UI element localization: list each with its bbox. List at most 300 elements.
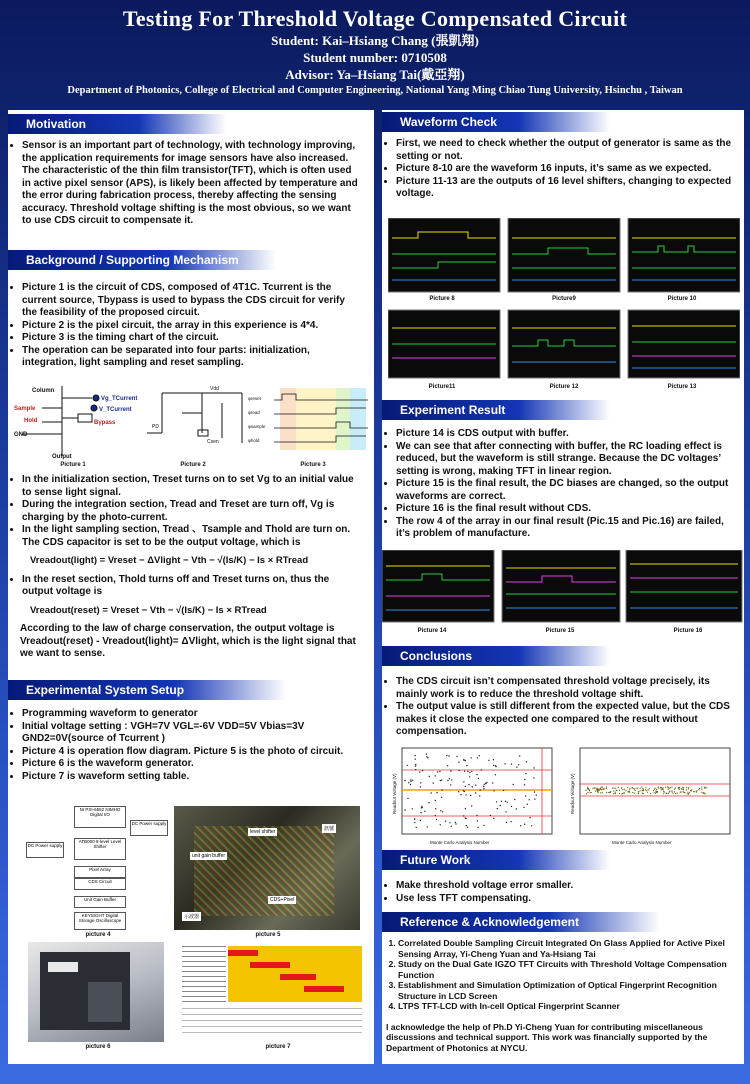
mc1-point [524, 824, 525, 825]
svg-text:Bypass: Bypass [94, 420, 116, 426]
mc1-point [493, 765, 494, 766]
mc2-point [668, 787, 669, 788]
flow-box-pixel-array: Pixel Array [74, 866, 126, 878]
mc1-point [455, 823, 456, 824]
motivation-text: • Sensor is an important part of technology, with technology improving, the application requirements for image sensors have also increased. The characteristic of the thin film transistor(TFT), which is often used in active pixel sensor (APS), is likely been affected by temperature and the error during fabrication process, thereby affecting the sensing accuracy. Threshold voltage shifting is the most obvious, so we want to use CDS circuit to compensate it. [22, 140, 362, 228]
mc1-point [466, 765, 467, 766]
mc1-point [526, 761, 527, 762]
mc2-point [647, 792, 648, 793]
svg-text:φreset: φreset [248, 396, 261, 401]
scope-screenshots-14-16 [382, 550, 744, 624]
mc2-point [663, 793, 664, 794]
picture-14-caption: Picture 14 [417, 628, 447, 634]
mc2-point [655, 788, 656, 789]
scope-picture-14 [382, 550, 494, 622]
mc1-point [436, 792, 437, 793]
mc2-point [619, 793, 620, 794]
mc1-point [496, 801, 497, 802]
flow-box-nipxi: NI PXI-6552 NIMHO Digital I/O [74, 806, 126, 828]
mc2-point [642, 790, 643, 791]
mc2-point [655, 793, 656, 794]
mc2-point [669, 791, 670, 792]
svg-text:GND: GND [14, 432, 28, 438]
mc1-point [520, 825, 521, 826]
mc1-point [505, 801, 506, 802]
svg-text:Output: Output [52, 454, 72, 460]
circuit-photo [174, 806, 360, 930]
timing-chart [248, 388, 368, 450]
result-bullet-1: • Picture 14 is CDS output with buffer. [396, 428, 734, 441]
mc2-point [615, 788, 616, 789]
mc2-point [591, 792, 592, 793]
mc1-point [463, 760, 464, 761]
mc1-point [478, 778, 479, 779]
result-section [382, 400, 744, 541]
mc1-point [523, 807, 524, 808]
mc2-point [588, 788, 589, 789]
mc2-point [667, 786, 668, 787]
mc2-point [615, 792, 616, 793]
label-level-shifter: level shifter [250, 829, 276, 835]
mc1-point [493, 759, 494, 760]
mc2-point [637, 787, 638, 788]
picture-4-caption: picture 4 [85, 932, 111, 938]
mc1-point [492, 782, 493, 783]
result-bullet-3: • Picture 15 is the final result, the DC biases are changed, so the output waveforms are correct. [396, 478, 734, 503]
result-heading: Experiment Result [382, 400, 610, 420]
mc1-point [422, 770, 423, 771]
mc2-point [634, 793, 635, 794]
scope-picture-12 [508, 310, 620, 378]
mc2-point [668, 789, 669, 790]
student-number: Student number: 0710508 [303, 50, 447, 65]
mc1-point [511, 806, 512, 807]
plot2-ylabel: Readout Voltage (V) [570, 773, 575, 814]
mc2-point [649, 788, 650, 789]
mc1-point [490, 815, 491, 816]
mc2-point [590, 792, 591, 793]
mc2-point [601, 787, 602, 788]
mc1-point [463, 815, 464, 816]
mc2-point [674, 789, 675, 790]
mc2-point [658, 786, 659, 787]
mc2-point [693, 791, 694, 792]
mc2-point [635, 790, 636, 791]
flow-box-buffer: Unit Gain Buffer [74, 896, 126, 908]
mc1-point [471, 805, 472, 806]
mc2-point [613, 793, 614, 794]
mc2-point [696, 791, 697, 792]
background-operation [8, 474, 374, 661]
mc1-point [427, 826, 428, 827]
waveform-heading: Waveform Check [382, 112, 610, 132]
picture-10-caption: Picture 10 [667, 296, 697, 302]
mc1-point [445, 821, 446, 822]
mc2-point [654, 792, 655, 793]
flow-box-scope: KEYSIGHT Digital Storage Oscilloscope [74, 912, 126, 930]
mc1-point [414, 755, 415, 756]
mc1-point [525, 773, 526, 774]
mc2-point [650, 793, 651, 794]
circuit-figures [12, 378, 372, 460]
mc2-point [619, 790, 620, 791]
mc2-point [670, 787, 671, 788]
mc2-point [592, 788, 593, 789]
mc1-point [518, 764, 519, 765]
mc1-point [467, 827, 468, 828]
mc1-point [504, 763, 505, 764]
mc2-point [672, 791, 673, 792]
mc2-point [658, 787, 659, 788]
mc1-point [440, 780, 441, 781]
mc1-point [428, 802, 429, 803]
setup-bullet-1: • Programming waveform to generator [22, 708, 362, 721]
conclusion-bullet-2: • The output value is still different from the expected value, but the CDS makes it close the expected one compared to the result without compensation. [396, 701, 734, 739]
scope-screenshots-8-13 [388, 218, 740, 394]
equation-reset: Vreadout(reset) = Vreset − Vth − √(Is/K) − Is × RTread [30, 604, 267, 616]
department: Department of Photonics, College of Electrical and Computer Engineering, National Yang Ming Chiao Tung University, Hsinchu , Taiwan [67, 85, 683, 96]
mc1-point [493, 790, 494, 791]
mc2-point [616, 790, 617, 791]
flow-box-dc-1: DC Power supply [130, 820, 168, 836]
mc2-point [679, 789, 680, 790]
mc2-point [653, 790, 654, 791]
mc1-point [435, 800, 436, 801]
svg-text:φhold: φhold [248, 438, 260, 443]
mc2-point [625, 790, 626, 791]
mc1-point [534, 798, 535, 799]
mc1-point [500, 805, 501, 806]
mc1-point [420, 782, 421, 783]
mc2-point [699, 788, 700, 789]
mc1-point [533, 777, 534, 778]
mc2-point [629, 789, 630, 790]
mc2-point [634, 788, 635, 789]
mc1-point [465, 794, 466, 795]
mc1-point [446, 755, 447, 756]
mc1-point [466, 825, 467, 826]
setup-bullet-5: • Picture 7 is waveform setting table. [22, 771, 362, 784]
mc1-point [429, 776, 430, 777]
mc1-point [412, 780, 413, 781]
svg-text:V_TCurrent: V_TCurrent [99, 407, 132, 413]
mc2-point [621, 788, 622, 789]
mc2-point [624, 789, 625, 790]
mc1-point [404, 809, 405, 810]
mc2-point [615, 793, 616, 794]
mc1-point [455, 822, 456, 823]
mc1-point [447, 780, 448, 781]
mc1-point [465, 786, 466, 787]
svg-text:Csen: Csen [207, 439, 219, 445]
mc2-point [606, 792, 607, 793]
mc2-point [618, 787, 619, 788]
label-signal: 訊號 [324, 826, 335, 832]
conclusion-bullet-1: • The CDS circuit isn’t compensated threshold voltage precisely, its mainly work is to reduce the threshold voltage shift. [396, 676, 734, 701]
picture-12-caption: Picture 12 [549, 384, 579, 390]
mc1-point [426, 753, 427, 754]
mc1-point [415, 758, 416, 759]
mc1-point [516, 767, 517, 768]
mc2-point [687, 793, 688, 794]
mc2-point [689, 792, 690, 793]
mc2-point [683, 787, 684, 788]
mc1-point [477, 757, 478, 758]
mc1-point [481, 769, 482, 770]
pixel-circuit-diagram [147, 393, 242, 443]
picture-5-caption: picture 5 [255, 932, 281, 938]
svg-text:Sample: Sample [14, 406, 36, 412]
mc1-point [525, 795, 526, 796]
mc1-point [484, 784, 485, 785]
mc1-point [533, 767, 534, 768]
mc1-point [477, 827, 478, 828]
mc1-point [419, 771, 420, 772]
mc2-point [661, 789, 662, 790]
mc1-point [424, 811, 425, 812]
setup-bullet-2: • Initial voltage setting : VGH=7V VGL=-6V VDD=5V Vbias=3V GND2=0V(source of Tcurrent ) [22, 721, 362, 746]
scope-picture-16 [626, 550, 742, 622]
svg-text:φread: φread [248, 410, 260, 415]
scope-picture-13 [628, 310, 740, 378]
waveform-setting-table [180, 942, 366, 1042]
mc2-point [633, 788, 634, 789]
mc1-point [516, 808, 517, 809]
monte-carlo-plot-2 [580, 748, 730, 834]
equation-light: Vreadout(light) = Vreset − ΔVlight − Vth − √(Is/K) − Is × RTread [30, 555, 309, 566]
mc2-point [589, 790, 590, 791]
charge-conservation-text: According to the law of charge conservation, the output voltage is Vreadout(reset) - Vreadout(light)= ΔVlight, which is the light signal that we want to sense. [20, 623, 356, 659]
mc2-point [671, 790, 672, 791]
mc1-point [447, 765, 448, 766]
mc2-point [660, 787, 661, 788]
flow-box-cds: CDS Circuit [74, 878, 126, 890]
mc2-point [656, 789, 657, 790]
plot2-xlabel: Monte Carlo Analysis Number [612, 840, 672, 845]
mc1-point [514, 799, 515, 800]
label-unit-gain-buffer: unit gain buffer [192, 853, 225, 859]
mc1-point [486, 782, 487, 783]
mc2-point [612, 787, 613, 788]
mc2-point [602, 787, 603, 788]
mc2-point [602, 792, 603, 793]
mc2-point [622, 789, 623, 790]
acknowledgement: I acknowledge the help of Ph.D Yi-Cheng Yuan for contributing miscellaneous discussions and technical support. This work was financially supported by the Department of Photonics at NYCU. [386, 1021, 708, 1053]
scope-picture-11 [388, 310, 500, 378]
mc1-point [503, 790, 504, 791]
bg-bullet-2: • Picture 2 is the pixel circuit, the array in this experience is 4*4. [22, 320, 362, 333]
mc1-point [476, 815, 477, 816]
mc2-point [595, 787, 596, 788]
motivation-section [8, 114, 374, 228]
mc1-point [483, 825, 484, 826]
monte-carlo-plot-1 [402, 748, 552, 834]
mc2-point [687, 792, 688, 793]
result-bullet-5: • The row 4 of the array in our final result (Pic.15 and Pic.16) are failed, it’s problem of manufacture. [396, 516, 734, 541]
op-bullet-2: • During the integration section, Tread and Treset are turn off, Vg is charging by the photo-current. [22, 499, 362, 524]
mc2-point [585, 790, 586, 791]
references-section [382, 912, 744, 1053]
mc1-point [463, 790, 464, 791]
mc1-point [450, 784, 451, 785]
mc2-point [601, 789, 602, 790]
mc1-point [449, 778, 450, 779]
mc1-point [485, 783, 486, 784]
mc1-point [511, 763, 512, 764]
mc1-point [468, 784, 469, 785]
mc2-point [675, 793, 676, 794]
mc1-point [435, 815, 436, 816]
conclusions-section [382, 646, 744, 739]
mc1-point [467, 771, 468, 772]
background-heading: Background / Supporting Mechanism [8, 250, 276, 270]
mc2-point [628, 791, 629, 792]
mc1-point [410, 781, 411, 782]
picture-6-caption: picture 6 [85, 1044, 111, 1050]
mc1-point [420, 820, 421, 821]
mc2-point [696, 790, 697, 791]
future-bullet-1: • Make threshold voltage error smaller. [396, 880, 744, 893]
mc1-point [513, 784, 514, 785]
mc1-point [464, 771, 465, 772]
svg-text:Column: Column [32, 388, 55, 394]
mc2-point [648, 789, 649, 790]
mc1-point [410, 779, 411, 780]
result-bullet-2: • We can see that after connecting with buffer, the RC loading effect is reduced, but the waveform is still strange. Because the DC voltages’ setting is wrong, making TFT in linear region. [396, 441, 734, 479]
advisor: Advisor: Ya–Hsiang Tai(戴亞翔) [285, 67, 465, 82]
mc1-point [421, 806, 422, 807]
reference-2: 2. Study on the Dual Gate IGZO TFT Circuits with Threshold Voltage Compensation Function [398, 959, 736, 980]
mc1-point [442, 811, 443, 812]
mc1-point [465, 808, 466, 809]
mc2-point [603, 789, 604, 790]
picture-8-caption: Picture 8 [429, 296, 455, 302]
mc1-point [483, 788, 484, 789]
mc1-point [458, 791, 459, 792]
mc1-point [493, 818, 494, 819]
mc2-point [688, 793, 689, 794]
mc1-point [415, 769, 416, 770]
mc2-point [598, 792, 599, 793]
picture-15-caption: Picture 15 [545, 628, 575, 634]
waveform-section [382, 112, 744, 201]
mc1-point [410, 784, 411, 785]
mc2-point [606, 788, 607, 789]
svg-text:PD: PD [152, 424, 159, 430]
picture-9-caption: Picture9 [552, 296, 576, 302]
mc1-point [475, 785, 476, 786]
mc1-point [519, 755, 520, 756]
references-heading: Reference & Acknowledgement [382, 912, 660, 932]
svg-text:Vdd: Vdd [210, 386, 219, 392]
scope-picture-8 [388, 218, 500, 292]
mc1-point [524, 784, 525, 785]
mc1-point [465, 760, 466, 761]
mc2-point [594, 787, 595, 788]
wave-bullet-3: • Picture 11-13 are the outputs of 16 level shifters, changing to expected voltage. [396, 176, 734, 201]
mc1-point [441, 789, 442, 790]
mc2-point [677, 793, 678, 794]
mc2-point [646, 790, 647, 791]
mc1-point [433, 782, 434, 783]
mc2-point [600, 788, 601, 789]
mc1-point [435, 808, 436, 809]
mc2-point [613, 790, 614, 791]
mc1-point [449, 822, 450, 823]
flow-diagram [26, 806, 174, 930]
mc2-point [640, 790, 641, 791]
mc1-point [480, 789, 481, 790]
picture-3-caption: Picture 3 [300, 462, 326, 468]
mc2-point [704, 788, 705, 789]
mc1-point [531, 825, 532, 826]
mc1-point [475, 792, 476, 793]
setup-bullet-3: • Picture 4 is operation flow diagram. Picture 5 is the photo of circuit. [22, 746, 362, 759]
mc2-point [641, 786, 642, 787]
mc1-point [510, 821, 511, 822]
mc1-point [479, 755, 480, 756]
mc1-point [536, 794, 537, 795]
bg-bullet-1: • Picture 1 is the circuit of CDS, composed of 4T1C. Tcurrent is the current source, Tbypass is used to bypass the CDS circuit for verify the feasibility of the proposed circuit. [22, 282, 362, 320]
mc2-point [665, 787, 666, 788]
mc2-point [656, 791, 657, 792]
mc1-point [448, 755, 449, 756]
mc1-point [441, 779, 442, 780]
flow-box-level-shifter: ATB000 8-level Level Shifter [74, 838, 126, 860]
mc2-point [642, 793, 643, 794]
mc2-point [600, 792, 601, 793]
bg-bullet-4: • The operation can be separated into four parts: initialization, integration, light sampling and reset sampling. [22, 345, 362, 370]
scope-picture-9 [508, 218, 620, 292]
mc2-point [608, 792, 609, 793]
mc1-point [529, 799, 530, 800]
mc1-point [505, 811, 506, 812]
mc1-point [477, 820, 478, 821]
picture-13-caption: Picture 13 [667, 384, 697, 390]
picture-1-caption: Picture 1 [60, 462, 86, 468]
mc1-point [431, 792, 432, 793]
mc2-point [638, 791, 639, 792]
mc1-point [471, 771, 472, 772]
mc1-point [436, 819, 437, 820]
mc2-point [606, 786, 607, 787]
mc1-point [495, 774, 496, 775]
mc2-point [645, 789, 646, 790]
svg-text:Hold: Hold [24, 418, 38, 424]
mc2-point [663, 789, 664, 790]
right-column [382, 110, 744, 1064]
op-bullet-1: • In the initialization section, Treset turns on to set Vg to an initial value to sense light signal. [22, 474, 362, 499]
mc2-point [586, 793, 587, 794]
mc1-point [440, 810, 441, 811]
mc1-point [415, 764, 416, 765]
mc2-point [623, 793, 624, 794]
mc2-point [701, 789, 702, 790]
mc1-point [469, 772, 470, 773]
svg-text:Vg_TCurrent: Vg_TCurrent [101, 396, 138, 402]
mc1-point [483, 786, 484, 787]
mc1-point [501, 801, 502, 802]
plot1-ylabel: Readout Voltage (V) [392, 773, 397, 814]
mc2-point [610, 791, 611, 792]
mc1-point [463, 781, 464, 782]
mc1-point [456, 756, 457, 757]
picture-11-caption: Picture11 [428, 384, 456, 390]
background-section [8, 250, 374, 370]
mc2-point [664, 791, 665, 792]
flow-box-dc-2: DC Power supply [26, 842, 64, 858]
mc2-point [632, 787, 633, 788]
